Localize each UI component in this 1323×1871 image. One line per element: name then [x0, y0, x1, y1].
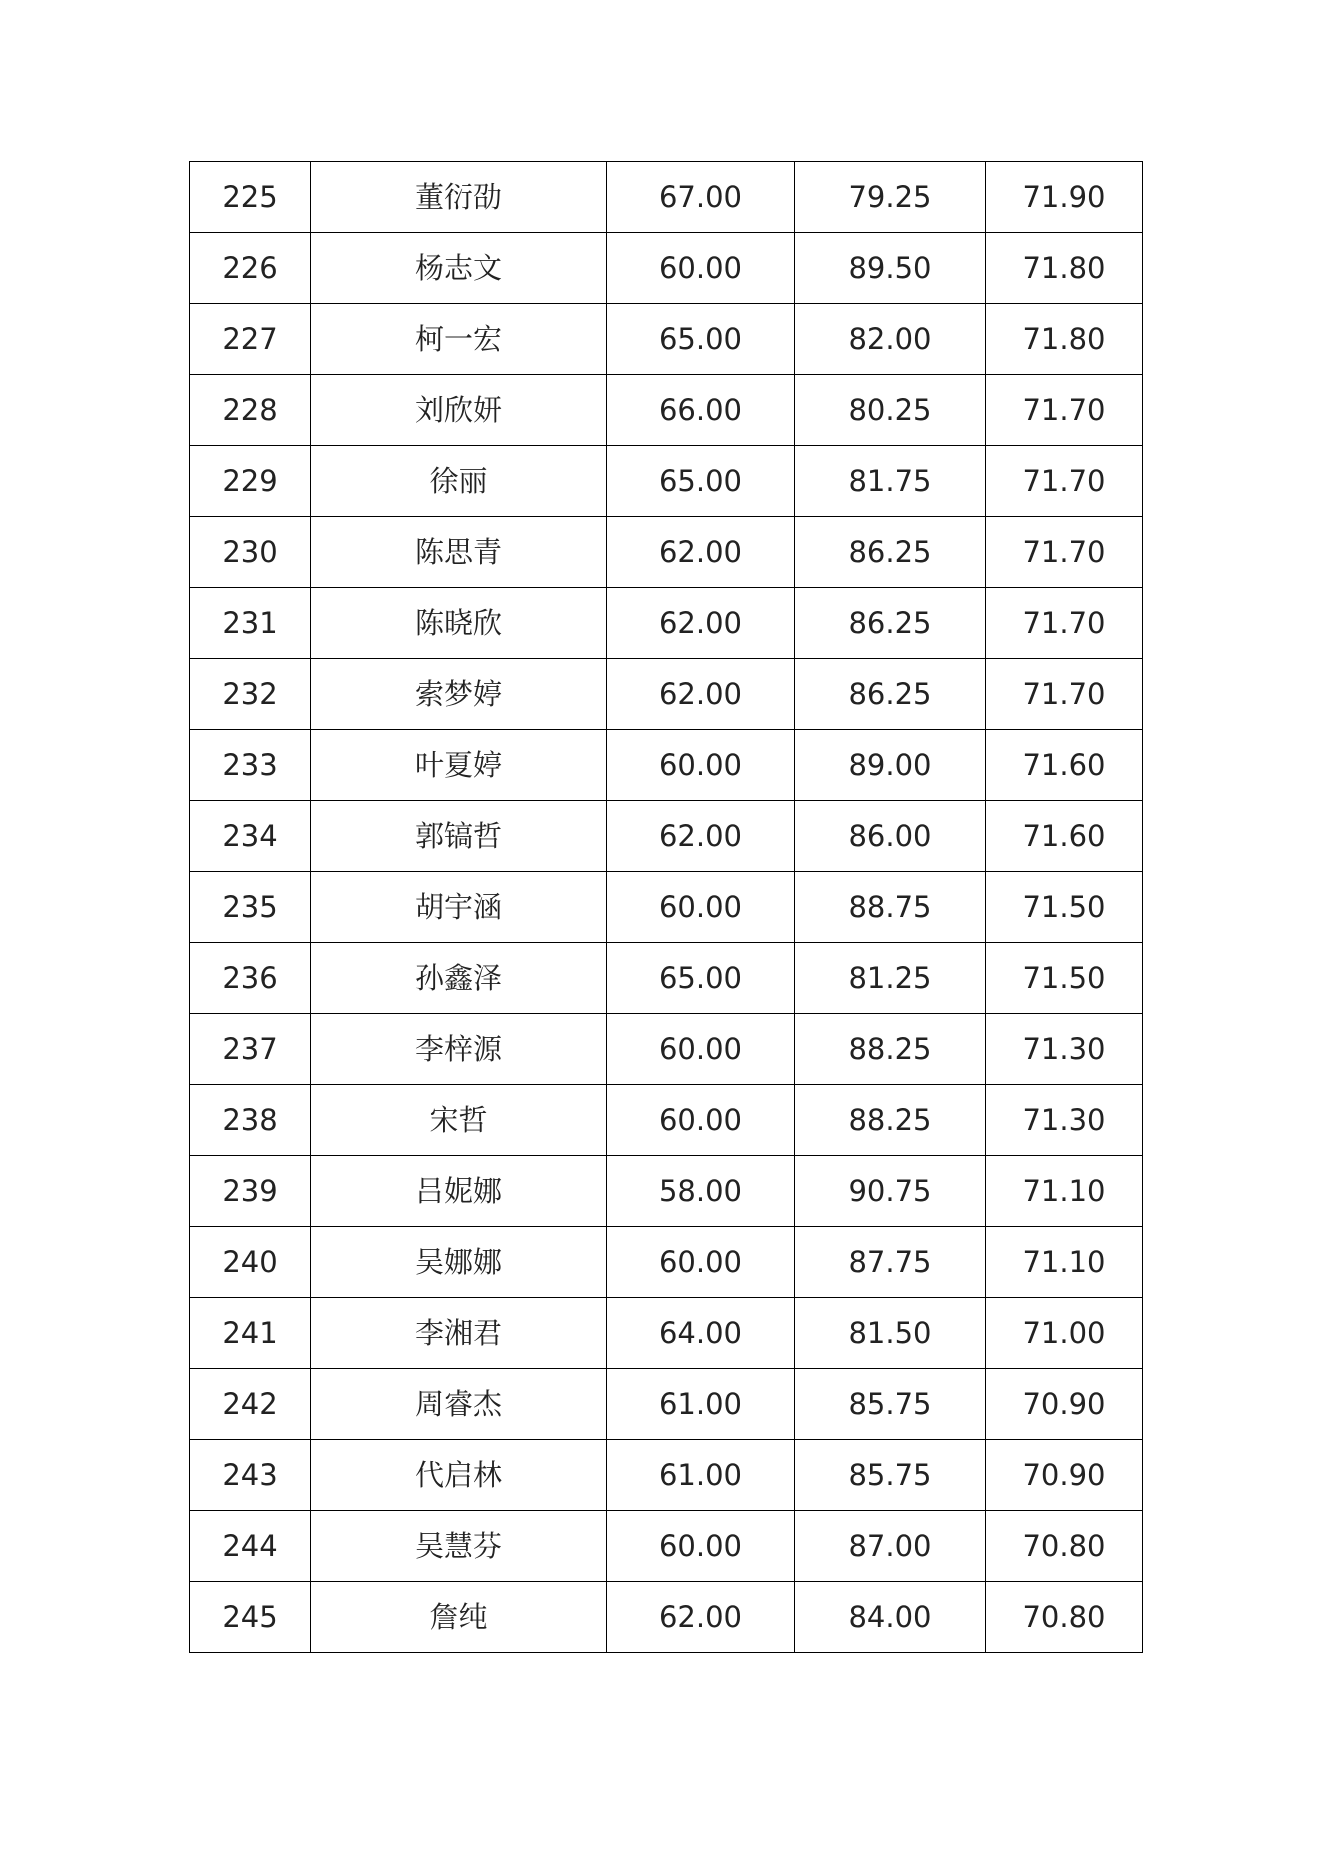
total-score-cell: 70.90 — [986, 1369, 1143, 1440]
score-1-cell: 58.00 — [607, 1156, 795, 1227]
total-score-cell: 71.80 — [986, 304, 1143, 375]
score-2-cell: 84.00 — [795, 1582, 986, 1653]
name-cell: 代启林 — [311, 1440, 607, 1511]
name-cell: 吕妮娜 — [311, 1156, 607, 1227]
serial-number-cell: 227 — [190, 304, 311, 375]
score-2-cell: 89.50 — [795, 233, 986, 304]
score-2-cell: 87.00 — [795, 1511, 986, 1582]
table-row — [190, 517, 1143, 588]
score-2-cell: 80.25 — [795, 375, 986, 446]
table-row — [190, 801, 1143, 872]
serial-number-cell: 226 — [190, 233, 311, 304]
serial-number-cell: 228 — [190, 375, 311, 446]
score-1-cell: 61.00 — [607, 1440, 795, 1511]
table-row — [190, 943, 1143, 1014]
name-cell: 李梓源 — [311, 1014, 607, 1085]
score-table — [189, 161, 1143, 1653]
table-row — [190, 659, 1143, 730]
total-score-cell: 70.80 — [986, 1582, 1143, 1653]
table-row — [190, 1582, 1143, 1653]
serial-number-cell: 236 — [190, 943, 311, 1014]
score-1-cell: 62.00 — [607, 517, 795, 588]
serial-number-cell: 235 — [190, 872, 311, 943]
score-table-body — [190, 162, 1143, 1653]
serial-number-cell: 233 — [190, 730, 311, 801]
name-cell: 柯一宏 — [311, 304, 607, 375]
serial-number-cell: 234 — [190, 801, 311, 872]
table-row — [190, 1227, 1143, 1298]
score-2-cell: 86.25 — [795, 588, 986, 659]
table-row — [190, 730, 1143, 801]
name-cell: 周睿杰 — [311, 1369, 607, 1440]
total-score-cell: 71.80 — [986, 233, 1143, 304]
serial-number-cell: 241 — [190, 1298, 311, 1369]
table-row — [190, 872, 1143, 943]
score-2-cell: 86.00 — [795, 801, 986, 872]
table-row — [190, 1298, 1143, 1369]
score-1-cell: 64.00 — [607, 1298, 795, 1369]
score-1-cell: 65.00 — [607, 446, 795, 517]
total-score-cell: 71.30 — [986, 1014, 1143, 1085]
score-2-cell: 88.25 — [795, 1014, 986, 1085]
score-1-cell: 60.00 — [607, 1511, 795, 1582]
total-score-cell: 71.50 — [986, 872, 1143, 943]
total-score-cell: 71.70 — [986, 588, 1143, 659]
total-score-cell: 71.10 — [986, 1227, 1143, 1298]
serial-number-cell: 232 — [190, 659, 311, 730]
total-score-cell: 71.70 — [986, 446, 1143, 517]
table-row — [190, 1440, 1143, 1511]
score-1-cell: 62.00 — [607, 1582, 795, 1653]
serial-number-cell: 239 — [190, 1156, 311, 1227]
score-1-cell: 62.00 — [607, 801, 795, 872]
score-2-cell: 86.25 — [795, 517, 986, 588]
score-1-cell: 66.00 — [607, 375, 795, 446]
score-2-cell: 81.25 — [795, 943, 986, 1014]
score-1-cell: 60.00 — [607, 233, 795, 304]
table-row — [190, 1511, 1143, 1582]
table-row — [190, 162, 1143, 233]
score-2-cell: 85.75 — [795, 1369, 986, 1440]
score-1-cell: 65.00 — [607, 943, 795, 1014]
table-row — [190, 1085, 1143, 1156]
total-score-cell: 71.00 — [986, 1298, 1143, 1369]
serial-number-cell: 244 — [190, 1511, 311, 1582]
total-score-cell: 71.70 — [986, 375, 1143, 446]
table-row — [190, 375, 1143, 446]
name-cell: 陈思青 — [311, 517, 607, 588]
table-row — [190, 1369, 1143, 1440]
score-2-cell: 82.00 — [795, 304, 986, 375]
total-score-cell: 70.90 — [986, 1440, 1143, 1511]
score-1-cell: 65.00 — [607, 304, 795, 375]
score-1-cell: 60.00 — [607, 730, 795, 801]
total-score-cell: 71.50 — [986, 943, 1143, 1014]
serial-number-cell: 231 — [190, 588, 311, 659]
name-cell: 董衍劭 — [311, 162, 607, 233]
score-1-cell: 67.00 — [607, 162, 795, 233]
score-1-cell: 60.00 — [607, 1227, 795, 1298]
score-2-cell: 79.25 — [795, 162, 986, 233]
total-score-cell: 71.30 — [986, 1085, 1143, 1156]
total-score-cell: 71.90 — [986, 162, 1143, 233]
score-2-cell: 89.00 — [795, 730, 986, 801]
serial-number-cell: 225 — [190, 162, 311, 233]
total-score-cell: 71.10 — [986, 1156, 1143, 1227]
total-score-cell: 71.70 — [986, 517, 1143, 588]
name-cell: 李湘君 — [311, 1298, 607, 1369]
total-score-cell: 70.80 — [986, 1511, 1143, 1582]
name-cell: 詹纯 — [311, 1582, 607, 1653]
serial-number-cell: 229 — [190, 446, 311, 517]
table-row — [190, 1156, 1143, 1227]
name-cell: 吴慧芬 — [311, 1511, 607, 1582]
serial-number-cell: 230 — [190, 517, 311, 588]
serial-number-cell: 237 — [190, 1014, 311, 1085]
name-cell: 徐丽 — [311, 446, 607, 517]
score-2-cell: 90.75 — [795, 1156, 986, 1227]
score-2-cell: 85.75 — [795, 1440, 986, 1511]
score-2-cell: 81.50 — [795, 1298, 986, 1369]
name-cell: 宋哲 — [311, 1085, 607, 1156]
serial-number-cell: 240 — [190, 1227, 311, 1298]
name-cell: 杨志文 — [311, 233, 607, 304]
name-cell: 胡宇涵 — [311, 872, 607, 943]
table-row — [190, 588, 1143, 659]
table-row — [190, 233, 1143, 304]
total-score-cell: 71.70 — [986, 659, 1143, 730]
score-2-cell: 88.25 — [795, 1085, 986, 1156]
score-1-cell: 62.00 — [607, 588, 795, 659]
total-score-cell: 71.60 — [986, 730, 1143, 801]
score-1-cell: 60.00 — [607, 1085, 795, 1156]
name-cell: 孙鑫泽 — [311, 943, 607, 1014]
total-score-cell: 71.60 — [986, 801, 1143, 872]
score-1-cell: 61.00 — [607, 1369, 795, 1440]
table-row — [190, 1014, 1143, 1085]
score-2-cell: 88.75 — [795, 872, 986, 943]
table-row — [190, 304, 1143, 375]
serial-number-cell: 238 — [190, 1085, 311, 1156]
name-cell: 索梦婷 — [311, 659, 607, 730]
score-2-cell: 81.75 — [795, 446, 986, 517]
name-cell: 刘欣妍 — [311, 375, 607, 446]
name-cell: 叶夏婷 — [311, 730, 607, 801]
score-2-cell: 87.75 — [795, 1227, 986, 1298]
score-1-cell: 60.00 — [607, 1014, 795, 1085]
score-1-cell: 60.00 — [607, 872, 795, 943]
serial-number-cell: 245 — [190, 1582, 311, 1653]
name-cell: 陈晓欣 — [311, 588, 607, 659]
score-1-cell: 62.00 — [607, 659, 795, 730]
table-row — [190, 446, 1143, 517]
serial-number-cell: 243 — [190, 1440, 311, 1511]
serial-number-cell: 242 — [190, 1369, 311, 1440]
name-cell: 吴娜娜 — [311, 1227, 607, 1298]
name-cell: 郭镐哲 — [311, 801, 607, 872]
score-2-cell: 86.25 — [795, 659, 986, 730]
